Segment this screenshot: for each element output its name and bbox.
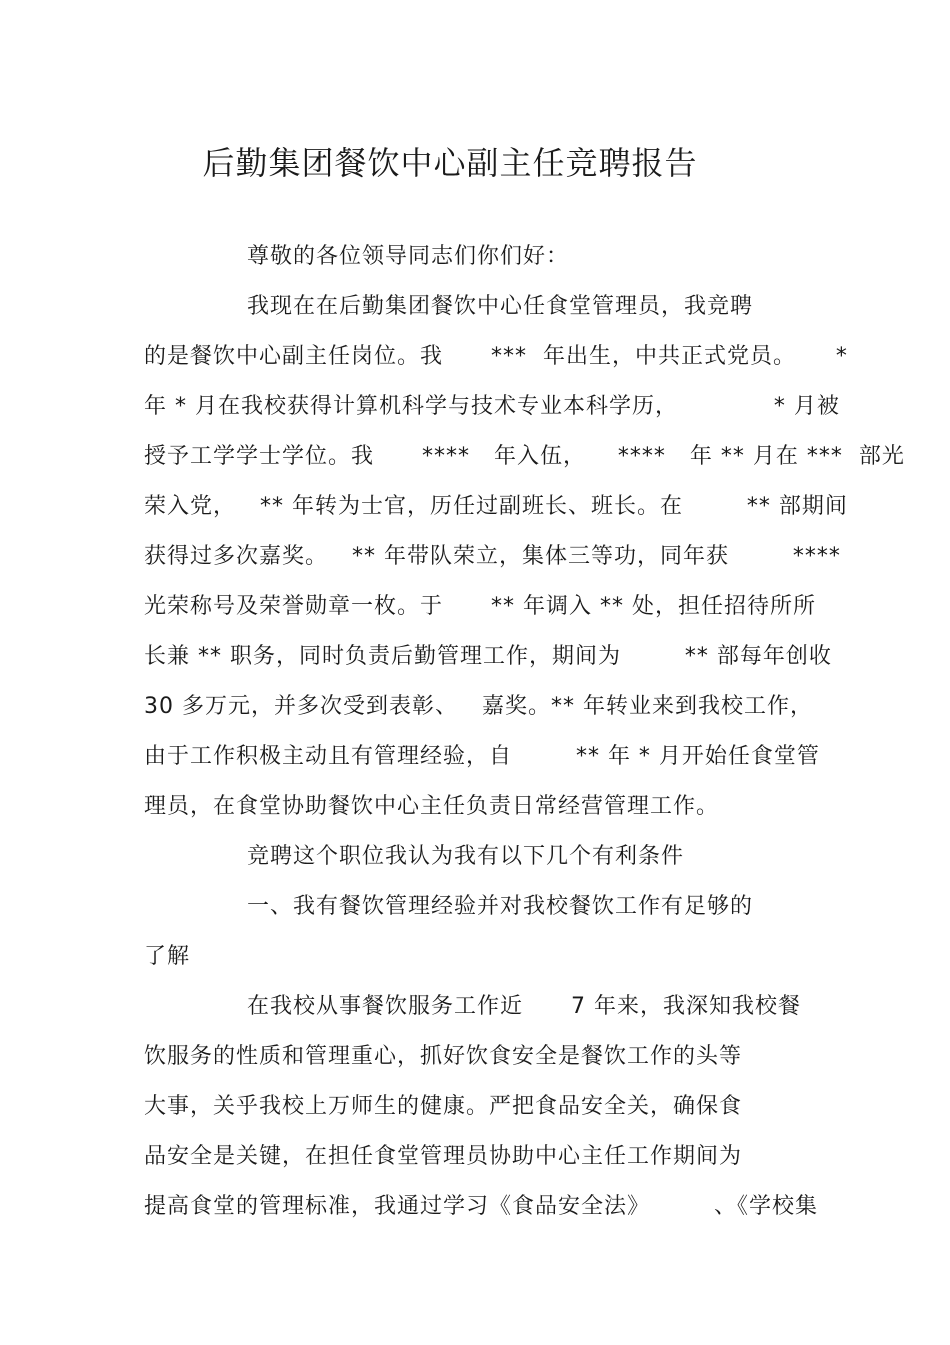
- paragraph-line: 大事，关乎我校上万师生的健康。严把食品安全关，确保食: [144, 1094, 743, 1119]
- paragraph-line: 的是餐饮中心副主任岗位。我 *** 年出生，中共正式党员。 *: [144, 344, 848, 369]
- paragraph-line: 授予工学学士学位。我 **** 年入伍， **** 年 ** 月在 *** 部光: [144, 444, 905, 469]
- paragraph-line: 由于工作积极主动且有管理经验，自 ** 年 * 月开始任食堂管: [144, 744, 820, 769]
- paragraph-line: 在我校从事餐饮服务工作近 7 年来，我深知我校餐: [247, 994, 801, 1019]
- paragraph-line: 品安全是关键，在担任食堂管理员协助中心主任工作期间为: [144, 1144, 743, 1169]
- section-heading-line: 一、我有餐饮管理经验并对我校餐饮工作有足够的: [247, 894, 754, 919]
- paragraph-line: 光荣称号及荣誉勋章一枚。于 ** 年调入 ** 处，担任招待所所: [144, 594, 816, 619]
- paragraph-line: 理员，在食堂协助餐饮中心主任负责日常经营管理工作。: [144, 794, 720, 819]
- paragraph-line: 获得过多次嘉奖。 ** 年带队荣立，集体三等功，同年获 ****: [144, 544, 841, 569]
- section-heading-line: 了解: [144, 944, 191, 969]
- paragraph-line: 饮服务的性质和管理重心，抓好饮食安全是餐饮工作的头等: [144, 1044, 743, 1069]
- paragraph-line: 30 多万元，并多次受到表彰、 嘉奖。** 年转业来到我校工作，: [144, 694, 813, 719]
- paragraph-line: 年 * 月在我校获得计算机科学与技术专业本科学历， * 月被: [144, 394, 840, 419]
- paragraph-line: 竞聘这个职位我认为我有以下几个有利条件: [247, 844, 685, 869]
- paragraph-line: 提高食堂的管理标准，我通过学习《食品安全法》 、《学校集: [144, 1194, 818, 1219]
- paragraph-line: 荣入党， ** 年转为士官，历任过副班长、班长。在 ** 部期间: [144, 494, 848, 519]
- paragraph-line: 长兼 ** 职务，同时负责后勤管理工作，期间为 ** 部每年创收: [144, 644, 832, 669]
- salutation-line: 尊敬的各位领导同志们你们好：: [247, 244, 570, 269]
- paragraph-line: 我现在在后勤集团餐饮中心任食堂管理员，我竞聘: [247, 294, 754, 319]
- document-title: 后勤集团餐饮中心副主任竞聘报告: [202, 144, 698, 183]
